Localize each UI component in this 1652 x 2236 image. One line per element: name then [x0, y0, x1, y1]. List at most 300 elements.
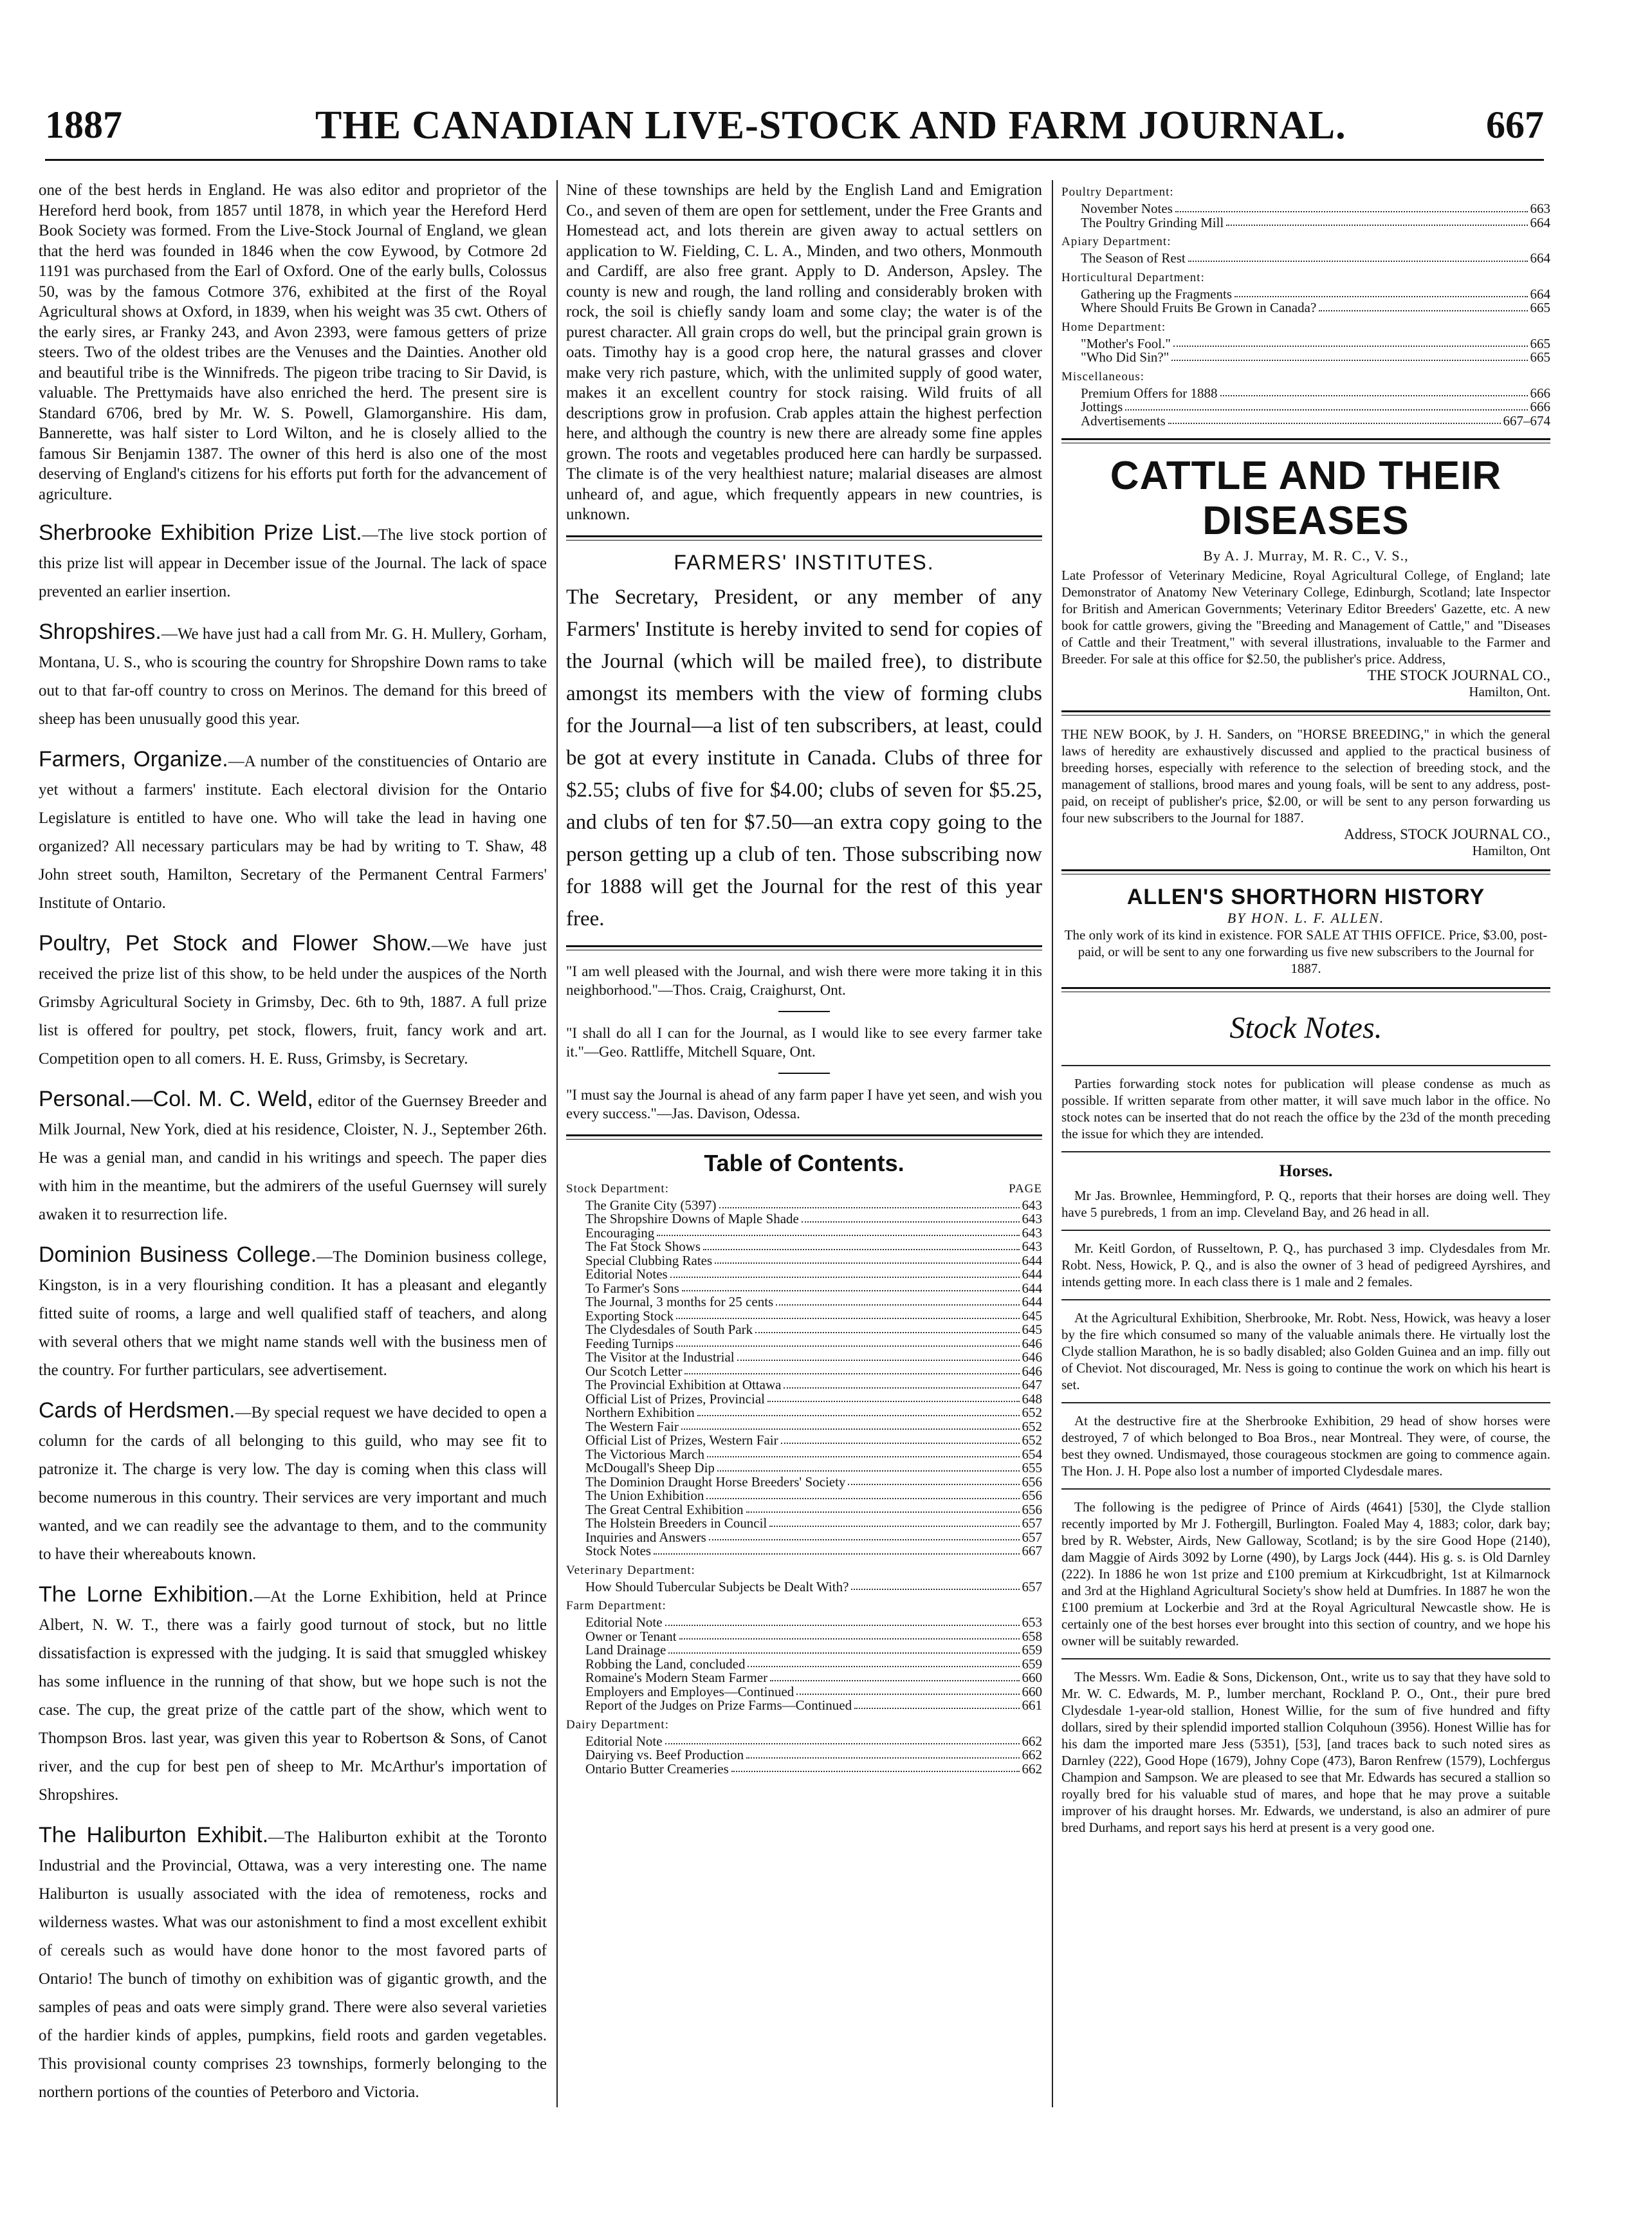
toc-entry-page: 666 [1530, 399, 1550, 414]
toc-section-name: Poultry Department: [1061, 185, 1174, 199]
toc-section-heading [1061, 370, 1550, 384]
toc-entry-page: 665 [1530, 300, 1550, 315]
toc-entry-page: 661 [1022, 1697, 1042, 1713]
toc-section-name: Horticultural Department: [1061, 270, 1205, 284]
horse-breeding-ad [1061, 726, 1550, 859]
toc-row [566, 1420, 1042, 1434]
toc-row [566, 1240, 1042, 1254]
toc-entry-page: 662 [1022, 1733, 1042, 1749]
article [39, 745, 547, 915]
toc-page-label: PAGE [1009, 1181, 1042, 1196]
toc-entry-title: The Visitor at the Industrial [585, 1349, 735, 1365]
haliburton-continued: Nine of these townships are held by the English Land and Emigration Co., and seven of them are open for settlement, under the Free Grants and Homestead act, and lots therein are given away to actual settlers on application to W. Fielding, C. L. A., Minden, and two others, Monmouth and Cardiff, are also free grant. Apply to D. Anderson, Apsley. The county is new and rough, the land rolling and considerably broken with rock, the soil is chiefly sandy loam and some clay; the water is of the purest character. All grain crops do well, but the principal grain grown is oats. Timothy hay is a good crop here, the natural grasses and clover make very rich pasture, which, with the unlimited supply of good water, makes it an excellent country for stock raising. Wild fruits of all descriptions grow in profusion. Crab apples attain the highest perfection here, and although the country is new there are already some fine apples grown. The roots and vegetables produced here can hardly be surpassed. The climate is of the very healthiest nature; malarial diseases are almost unheard of, and ague, which frequently appears in new countries, is unknown. [566, 181, 1042, 523]
toc-entry-title: Owner or Tenant [585, 1628, 677, 1644]
toc-section-name: Veterinary Department: [566, 1563, 695, 1577]
toc-section-heading [1061, 271, 1550, 285]
toc-row [1061, 288, 1550, 302]
toc-entry-page: 666 [1530, 385, 1550, 401]
toc-leader [703, 1240, 1019, 1250]
section-rule [566, 1134, 1042, 1140]
toc-leader [851, 1580, 1019, 1591]
toc-leader [748, 1658, 1019, 1668]
article-heading: The Lorne Exhibition. [39, 1582, 254, 1607]
toc-row [1061, 400, 1550, 414]
toc-row [566, 1268, 1042, 1282]
toc-leader [737, 1351, 1020, 1361]
toc-entry-page: 657 [1022, 1515, 1042, 1531]
article [39, 1821, 547, 2104]
toc-row [566, 1735, 1042, 1749]
toc-row [566, 1309, 1042, 1324]
toc-entry-page: 659 [1022, 1656, 1042, 1672]
article-body: —At the Lorne Exhibition, held at Prince Albert, N. W. T., there was a fairly good turnout of stock, but no little dissatisfaction is expressed with the judging. It is said that smuggled whiskey has some influence in the running of that show, but we hope such is not the case. The cup, the great prize of the cattle part of the show, which went to Thompson Bros. last year, was given this year to Robertson & Sons, of Canot river, and the cup for best pen of sheep to Mr. McArthur's importation of Shropshires. [39, 1588, 547, 1804]
toc-entry-title: Stock Notes [585, 1543, 652, 1558]
toc-row [566, 1643, 1042, 1658]
toc-leader [1175, 202, 1528, 212]
divider [778, 1011, 830, 1012]
toc-row [566, 1748, 1042, 1762]
toc-leader [769, 1517, 1019, 1527]
toc-entry-page: 664 [1530, 250, 1550, 266]
toc-entry-title: Jottings [1081, 399, 1123, 414]
toc-section-name: Home Department: [1061, 320, 1166, 334]
toc-entry-title: Official List of Prizes, Provincial [585, 1391, 765, 1407]
toc-entry-title: Where Should Fruits Be Grown in Canada? [1081, 300, 1317, 315]
toc-entry-page: 653 [1022, 1614, 1042, 1630]
toc-row [566, 1699, 1042, 1713]
toc-leader [665, 1735, 1020, 1745]
toc-entry-title: The Granite City (5397) [585, 1197, 717, 1213]
toc-entry-title: The Victorious March [585, 1446, 704, 1462]
toc-leader [681, 1420, 1020, 1430]
horse-breeding-city: Hamilton, Ont [1472, 843, 1550, 858]
toc-entry-page: 664 [1530, 286, 1550, 302]
toc-entry-page: 643 [1022, 1239, 1042, 1254]
article-paragraph [39, 1396, 547, 1566]
cattle-diseases-city: Hamilton, Ont. [1469, 684, 1550, 699]
article-body: —We have just had a call from Mr. G. H. Mullery, Gorham, Montana, U. S., who is scouring the country for Shropshire Down rams to take out to that far-off country to cross on Merinos. The demand for this breed of sheep has been unusually good this year. [39, 625, 547, 728]
toc-entry-title: The Clydesdales of South Park [585, 1322, 753, 1337]
toc-entry-title: Dairying vs. Beef Production [585, 1747, 744, 1762]
article-heading: Personal.—Col. M. C. Weld, [39, 1087, 313, 1111]
toc-row [566, 1580, 1042, 1594]
farmers-institutes-title: FARMERS' INSTITUTES. [674, 550, 935, 574]
testimonial-quote: "I am well pleased with the Journal, and wish there were more taking it in this neighborhood."—Thos. Craig, Craighurst, Ont. [566, 963, 1042, 998]
toc-leader [1173, 337, 1528, 347]
toc-entry-page: 652 [1022, 1405, 1042, 1420]
toc-leader [684, 1365, 1019, 1375]
allen-history-title: ALLEN'S SHORTHORN HISTORY [1126, 885, 1485, 909]
column-divider [1052, 180, 1053, 2107]
toc-row [566, 1685, 1042, 1699]
toc-entry-title: Exporting Stock [585, 1307, 674, 1324]
toc-leader [731, 1762, 1020, 1773]
toc-row [566, 1461, 1042, 1475]
toc-entry-page: 643 [1022, 1211, 1042, 1226]
stock-note: At the Agricultural Exhibition, Sherbrooke, Mr. Robt. Ness, Howick, was heavy a loser by the fire which consumed so many of the valuable animals there. He virtually lost the Clyde stallion Marathon, he is so badly disabled; also Golden Guinea and an imp. filly out of Cheviot. Not discouraged, Mr. Ness is going to continue the work on which his heart is set. [1061, 1310, 1550, 1392]
toc-entry-page: 645 [1022, 1322, 1042, 1337]
toc-entry-page: 659 [1022, 1642, 1042, 1658]
article [39, 1580, 547, 1807]
toc-entry-title: Robbing the Land, concluded [585, 1656, 746, 1672]
toc-leader [676, 1309, 1019, 1320]
divider [778, 1073, 830, 1074]
divider [1061, 1658, 1550, 1659]
article [39, 929, 547, 1071]
toc-entry-page: 644 [1022, 1266, 1042, 1282]
allen-history-text: The only work of its kind in existence. FOR SALE AT THIS OFFICE. Price, $3.00, post-paid, or will be sent to any one forwarding us five new subscribers to the Journal for 1887. [1064, 927, 1548, 976]
toc-entry-title: Northern Exhibition [585, 1405, 695, 1420]
toc-leader [796, 1685, 1019, 1695]
toc-entry-page: 652 [1022, 1418, 1042, 1434]
toc-section-heading [1061, 185, 1550, 199]
cattle-diseases-publisher: THE STOCK JOURNAL CO., [1367, 667, 1550, 683]
toc-entry-title: The Season of Rest [1081, 250, 1186, 266]
toc-entry-title: Gathering up the Fragments [1081, 286, 1233, 302]
article-paragraph [39, 519, 547, 604]
toc-entry-page: 644 [1022, 1294, 1042, 1309]
toc-row [566, 1365, 1042, 1379]
toc-row [1061, 216, 1550, 230]
divider [1061, 1230, 1550, 1231]
article-paragraph [39, 1241, 547, 1382]
toc-leader [715, 1254, 1019, 1264]
toc-entry-page: 643 [1022, 1197, 1042, 1213]
table-of-contents-continued [1061, 185, 1550, 428]
article-body: —A number of the constituencies of Ontario are yet without a farmers' institute. Each electoral division for the Ontario Legislature is entitled to have one. Who will take the lead in having one organized? All necessary particulars may be had by writing to T. Shaw, 48 John street south, Hamilton, Secretary of the Permanent Central Farmers' Institute of Ontario. [39, 753, 547, 912]
section-rule [566, 535, 1042, 541]
toc-row [1061, 414, 1550, 429]
toc-row [566, 1434, 1042, 1448]
toc-row [566, 1212, 1042, 1226]
toc-entry-title: Inquiries and Answers [585, 1529, 706, 1545]
divider [1061, 1299, 1550, 1300]
toc-leader [1226, 216, 1527, 226]
toc-entry-page: 654 [1022, 1446, 1042, 1462]
article-body: one of the best herds in England. He was also editor and proprietor of the Hereford herd book, from 1857 until 1878, in which year the Hereford Herd Book Society was formed. From the Live-Stock Journal of England, we glean that the herd was founded in 1846 when the cow Eywood, by Cotmore 2d 1191 was purchased from the Earl of Oxford. One of the early bulls, Colossus 50, was by the famous Cotmore 376, exhibited at the first of the Royal Agricultural shows at Oxford, in 1839, when his weight was 35 cwt. Others of the early sires, ar Franky 243, and Avon 2393, were famous getters of prize steers. Two of the oldest tribes are the Venuses and the Dainties. Another old and beautiful tribe is the Winnifreds. The pigeon tribe tracing to Sir David, is valuable. The Prettymaids have also enriched the herd. The present sire is Standard 6706, bred by Mr. W. S. Powell, Glamorganshire. His dam, Bannerette, was half sister to Lord Wilton, and he is closely allied to the famous Sir Benjamin 1387. The owner of this herd is also one of the most deserving of England's citizens for his efforts put forth for the advancement of agriculture. [39, 181, 547, 503]
toc-row [566, 1378, 1042, 1392]
toc-entry-title: The Western Fair [585, 1418, 679, 1434]
toc-row [566, 1254, 1042, 1268]
toc-leader [679, 1630, 1020, 1640]
divider [1061, 1065, 1550, 1066]
cattle-diseases-ad [1061, 454, 1550, 700]
toc-entry-page: 665 [1530, 335, 1550, 351]
divider [1061, 1402, 1550, 1403]
section-rule [1061, 438, 1550, 443]
toc-section-name: Dairy Department: [566, 1717, 669, 1732]
toc-row [566, 1199, 1042, 1213]
toc-entry-title: Romaine's Modern Steam Farmer [585, 1670, 768, 1685]
column-left [39, 180, 547, 2107]
article-paragraph [39, 1085, 547, 1226]
toc-entry-title: The Great Central Exhibition [585, 1501, 744, 1517]
toc-entry-page: 644 [1022, 1280, 1042, 1296]
column-divider [556, 180, 558, 2107]
horse-breeding-text: THE NEW BOOK, by J. H. Sanders, on "HORSE BREEDING," in which the general laws of heredity are exhaustively discussed and applied to the practical business of breeding horses, especially with reference to the selection of breeding stock, and the management of stallions, brood mares and young foals, will be sent to any address, post-paid, on receipt of publisher's price, $2.00, or will be sent to any person forwarding us four new subscribers to the Journal for 1887. [1061, 726, 1550, 826]
testimonial-quote: "I must say the Journal is ahead of any farm paper I have yet seen, and wish you every success."—Jas. Davison, Odessa. [566, 1086, 1042, 1122]
section-rule [566, 945, 1042, 950]
toc-entry-page: 643 [1022, 1224, 1042, 1241]
toc-entry-title: Editorial Note [585, 1733, 663, 1749]
toc-row [566, 1517, 1042, 1531]
farmers-institutes-body: The Secretary, President, or any member of any Farmers' Institute is hereby invited to send for copies of the Journal (which will be mailed free), to distribute amongst its members with the view of forming clubs for the Journal—a list of ten subscribers, at least, could be got at every institute in Canada. Clubs of three for $2.55; clubs of five for $4.00; clubs of seven for $5.25, and clubs of ten for $7.50—an extra copy going to the person getting up a club of ten. Those subscribing now for 1888 will get the Journal for the rest of this year free. [566, 585, 1042, 930]
toc-entry-title: Editorial Note [585, 1614, 663, 1630]
toc-leader [1234, 288, 1527, 298]
toc-leader [770, 1671, 1019, 1681]
toc-row [566, 1351, 1042, 1365]
toc-entry-page: 667–674 [1503, 412, 1550, 429]
toc-section-name: Miscellaneous: [1061, 369, 1145, 383]
toc-row [566, 1762, 1042, 1777]
toc-row [566, 1616, 1042, 1630]
toc-leader [755, 1323, 1019, 1333]
toc-row [566, 1475, 1042, 1490]
cattle-diseases-title: CATTLE AND THEIR DISEASES [1110, 454, 1502, 543]
article-heading: Poultry, Pet Stock and Flower Show. [39, 931, 432, 956]
toc-entry-title: Our Scotch Letter [585, 1363, 683, 1379]
toc-row [566, 1544, 1042, 1558]
article-paragraph [39, 1821, 547, 2104]
toc-entry-page: 656 [1022, 1474, 1042, 1490]
toc-entry-title: How Should Tubercular Subjects be Dealt With? [585, 1578, 849, 1594]
article-body: —The Dominion business college, Kingston, is in a very flourishing condition. It has a pleasant and elegantly fitted suite of rooms, a large and well qualified staff of teachers, and along with several others that we might name stands well with the business men of the country. For further particulars, see advertisement. [39, 1248, 547, 1379]
article-heading: Farmers, Organize. [39, 747, 228, 772]
toc-entry-page: 657 [1022, 1578, 1042, 1594]
toc-leader [676, 1337, 1019, 1347]
column-right [1061, 180, 1550, 2107]
toc-title: Table of Contents. [704, 1149, 904, 1176]
toc-entry-title: Encouraging [585, 1224, 655, 1241]
toc-entry-title: Land Drainage [585, 1642, 666, 1658]
toc-entry-page: 646 [1022, 1363, 1042, 1379]
toc-entry-title: Premium Offers for 1888 [1081, 385, 1218, 401]
stock-note: At the destructive fire at the Sherbrooke Exhibition, 29 head of show horses were destroyed, 7 of which belonged to Boa Bros., near Montreal. They were, of course, the best they owned. Undismayed, those courageous stockmen are going to commence again. The Hon. J. H. Pope also lost a number of imported Clydesdale mares. [1061, 1413, 1550, 1479]
toc-leader [657, 1226, 1019, 1237]
article-body: —We have just received the prize list of this show, to be held under the auspices of the North Grimsby Agricultural Society in Grimsby, Dec. 6th to 9th, 1887. A full prize list is offered for poultry, pet stock, flowers, fruit, fancy work and art. Competition open to all comers. H. E. Russ, Grimsby, is Secretary. [39, 937, 547, 1067]
article-paragraph [39, 1580, 547, 1807]
article-body: —The live stock portion of this prize list will appear in December issue of the Journal. The lack of space prevented an earlier insertion. [39, 526, 547, 600]
column-middle [566, 180, 1042, 2107]
toc-section-name: Stock Department: [566, 1181, 669, 1196]
toc-row [566, 1282, 1042, 1296]
toc-entry-title: The Union Exhibition [585, 1488, 704, 1503]
toc-entry-page: 664 [1530, 214, 1550, 230]
article-paragraph [39, 745, 547, 915]
toc-row [1061, 202, 1550, 216]
article [39, 519, 547, 604]
toc-leader [668, 1643, 1019, 1654]
article-heading: Cards of Herdsmen. [39, 1398, 235, 1423]
toc-leader [697, 1406, 1020, 1416]
toc-entry-title: The Poultry Grinding Mill [1081, 214, 1224, 230]
toc-section-heading [566, 1564, 1042, 1578]
toc-entry-page: 655 [1022, 1460, 1042, 1475]
toc-leader [1125, 400, 1527, 411]
testimonial-quote: "I shall do all I can for the Journal, as I would like to see every farmer take it."—Geo. Rattliffe, Mitchell Square, Ont. [566, 1024, 1042, 1060]
toc-leader [848, 1475, 1019, 1486]
cattle-diseases-byline: By A. J. Murray, M. R. C., V. S., [1203, 548, 1409, 564]
toc-row [566, 1226, 1042, 1241]
toc-row [566, 1448, 1042, 1462]
toc-entry-page: 646 [1022, 1335, 1042, 1351]
toc-row [566, 1489, 1042, 1503]
article-heading: Sherbrooke Exhibition Prize List. [39, 521, 362, 545]
toc-entry-page: 665 [1530, 349, 1550, 365]
toc-entry-page: 652 [1022, 1432, 1042, 1448]
toc-entry-title: To Farmer's Sons [585, 1280, 679, 1296]
toc-row [1061, 252, 1550, 266]
toc-entry-page: 647 [1022, 1377, 1042, 1392]
toc-row [566, 1337, 1042, 1351]
toc-entry-page: 663 [1530, 201, 1550, 216]
toc-section-heading [566, 1599, 1042, 1613]
article-heading: Shropshires. [39, 620, 161, 644]
toc-leader [719, 1199, 1020, 1209]
toc-entry-page: 658 [1022, 1628, 1042, 1644]
toc-row [566, 1295, 1042, 1309]
toc-entry-title: Official List of Prizes, Western Fair [585, 1432, 778, 1448]
toc-entry-page: 660 [1022, 1670, 1042, 1685]
toc-leader [1188, 252, 1528, 262]
toc-entry-title: Report of the Judges on Prize Farms—Continued [585, 1697, 852, 1713]
toc-entry-title: Feeding Turnips [585, 1335, 674, 1351]
toc-entry-page: 662 [1022, 1760, 1042, 1777]
toc-section-name: Farm Department: [566, 1599, 666, 1612]
toc-leader [670, 1268, 1020, 1278]
article-list [39, 519, 547, 2104]
header-title: THE CANADIAN LIVE-STOCK AND FARM JOURNAL. [315, 104, 1346, 147]
toc-row [566, 1671, 1042, 1685]
horse-breeding-address: Address, STOCK JOURNAL CO., [1344, 826, 1550, 842]
toc-leader [802, 1212, 1020, 1223]
toc-leader [776, 1295, 1019, 1306]
toc-leader [1171, 351, 1527, 361]
toc-entry-page: 645 [1022, 1307, 1042, 1324]
toc-leader [707, 1448, 1020, 1458]
toc-row [1061, 337, 1550, 351]
toc-section-heading [566, 1718, 1042, 1732]
article-heading: The Haliburton Exhibit. [39, 1823, 269, 1847]
article-heading: Dominion Business College. [39, 1243, 317, 1267]
toc-leader [654, 1544, 1019, 1555]
toc-row [566, 1658, 1042, 1672]
article [39, 1241, 547, 1382]
toc-row [1061, 351, 1550, 365]
article-body: —By special request we have decided to open a column for the cards of all belonging to this guild, who may see fit to patronize it. The charge is very low. The day is coming when this class will become numerous in this country. Their services are very important and much wanted, and we can readily see the advantage to them, and to the community to have their whereabouts known. [39, 1404, 547, 1563]
toc-entry-page: 660 [1022, 1683, 1042, 1699]
article-body: —The Haliburton exhibit at the Toronto Industrial and the Provincial, Ottawa, was a very interesting one. The name Haliburton is usually associated with the idea of remoteness, rocks and wilderness wastes. What was our astonishment to find a most excellent exhibit of cereals such as would have done honor to the most favored parts of Ontario! The bunch of timothy on exhibition was of gigantic growth, and the samples of peas and oats were simply grand. There were also several varieties of the hardier kinds of apples, pumpkins, field roots and garden vegetables. This provisional county comprises 23 townships, formerly belonging to the northern portions of the counties of Peterboro and Victoria. [39, 1829, 547, 2101]
toc-entry-title: The Fat Stock Shows [585, 1239, 701, 1254]
toc-leader [854, 1699, 1019, 1709]
toc-section-name: Apiary Department: [1061, 235, 1171, 248]
section-rule [1061, 869, 1550, 874]
toc-section-heading [1061, 320, 1550, 335]
divider [1061, 1151, 1550, 1152]
toc-entry-page: 644 [1022, 1252, 1042, 1268]
toc-entry-title: Ontario Butter Creameries [585, 1760, 729, 1777]
stock-notes-intro: Parties forwarding stock notes for publication will please condense as much as possible. If written separate from other matter, it will save much labor in the office. No stock notes can be inserted that do not reach the office by the 23d of the month preceding the issue for which they are intended. [1061, 1076, 1550, 1141]
article-body: editor of the Guernsey Breeder and Milk Journal, New York, died at his residence, Cloister, N. J., September 26th. He was a genial man, and candid in his writings and speech. The paper dies with him in the meantime, but the admirers of the useful Guernsey will surely awaken it to resurrection life. [39, 1093, 547, 1223]
article-paragraph [39, 929, 547, 1071]
toc-row [566, 1406, 1042, 1420]
toc-row [566, 1503, 1042, 1517]
toc-entry-title: The Shropshire Downs of Maple Shade [585, 1211, 799, 1226]
horses-heading: Horses. [1279, 1161, 1333, 1180]
toc-leader [767, 1392, 1020, 1403]
stock-note: The Messrs. Wm. Eadie & Sons, Dickenson, Ont., write us to say that they have sold to Mr. W. C. Edwards, M. P., lumber merchant, Rockland P. O., Ont., their pure bred Clydesdale 1-year-old stallion, Honest Willie, for the sum of five hundred and fifty dollars, sired by their splendid imported stallion Colquhoun (3956). Honest Willie has for his dam the imported mare Jess (5351), [53], [and traces back to such noted sires as Darnley (222), Good Hope (1679), Johny Cope (473), Baron Renfrew (1579), Lochfergus Champion and Sampson. We are pleased to see that Mr. Edwards has secured a stallion so royally bred for his valuable stud of mares, and hope that he may prove a suitable improver of his draught horses. Mr. Edwards, we understand, is also an admirer of pure bred Durhams, and report says his herd at present is a very good one. [1061, 1669, 1550, 1835]
toc-row [566, 1630, 1042, 1644]
toc-leader [1319, 301, 1527, 311]
divider [1061, 1488, 1550, 1490]
toc-entry-page: 656 [1022, 1501, 1042, 1517]
header-page-number: 667 [1486, 104, 1544, 146]
article-hereford [39, 180, 547, 504]
toc-entry-page: 656 [1022, 1488, 1042, 1503]
toc-leader [682, 1282, 1020, 1292]
stock-note: Mr Jas. Brownlee, Hemmingford, P. Q., reports that their horses are doing well. They have 5 purebreds, 1 from an imp. Cleveland Bay, and 26 head in all. [1061, 1188, 1550, 1220]
stock-notes-title: Stock Notes. [1229, 1011, 1382, 1045]
page-header [45, 97, 1544, 161]
article [39, 1085, 547, 1226]
toc-entry-page: 657 [1022, 1529, 1042, 1545]
toc-section-heading [1061, 235, 1550, 249]
toc-entry-title: The Dominion Draught Horse Breeders' Society [585, 1474, 846, 1490]
header-year: 1887 [45, 104, 122, 146]
toc-leader [665, 1616, 1020, 1626]
toc-entry-title: "Mother's Fool." [1081, 335, 1171, 351]
toc-entry-page: 667 [1022, 1543, 1042, 1558]
table-of-contents [566, 1182, 1042, 1777]
toc-leader [746, 1748, 1019, 1759]
toc-leader [1168, 414, 1501, 425]
toc-leader [717, 1461, 1020, 1472]
toc-row [566, 1531, 1042, 1545]
toc-row [566, 1323, 1042, 1337]
toc-entry-title: Editorial Notes [585, 1266, 668, 1282]
toc-entry-title: November Notes [1081, 201, 1173, 216]
article [39, 618, 547, 731]
stock-notes-list [1061, 1187, 1550, 1836]
toc-leader [706, 1489, 1019, 1499]
toc-section-heading [566, 1182, 1042, 1196]
toc-leader [746, 1503, 1020, 1513]
toc-entry-title: Advertisements [1081, 412, 1166, 429]
toc-leader [1220, 387, 1528, 397]
cattle-diseases-text: Late Professor of Veterinary Medicine, Royal Agricultural College, of England; late Demonstrator of Anatomy New Veterinary College, Edinburgh, Scotland; late Inspector for British and American Governments; Veterinary Editor Breeders' Gazette, etc. A new book for cattle growers, giving the "Breeding and Management of Cattle," and "Diseases of Cattle and their Treatment," with several illustrations, invaluable to the Farmer and Breeder. For sale at this office for $2.50, the publisher's price. Address, [1061, 568, 1550, 667]
toc-leader [784, 1378, 1019, 1389]
toc-row [1061, 301, 1550, 315]
toc-entry-page: 646 [1022, 1349, 1042, 1365]
allen-history-ad [1061, 885, 1550, 977]
section-rule [1061, 710, 1550, 716]
toc-row [1061, 387, 1550, 401]
toc-entry-title: Special Clubbing Rates [585, 1252, 713, 1268]
toc-entry-title: McDougall's Sheep Dip [585, 1460, 715, 1475]
toc-entry-title: "Who Did Sin?" [1081, 349, 1170, 365]
toc-leader [781, 1434, 1020, 1444]
toc-entry-title: Employers and Employes—Continued [585, 1683, 794, 1699]
toc-entry-page: 648 [1022, 1391, 1042, 1407]
toc-entry-page: 662 [1022, 1747, 1042, 1762]
allen-history-author: BY HON. L. F. ALLEN. [1227, 910, 1385, 926]
stock-note: The following is the pedigree of Prince of Airds (4641) [530], the Clyde stallion recently imported by Mr J. Fothergill, Burlington. Foaled May 4, 1883; color, dark bay; bred by R. Webster, Airds, New Galloway, Scotland; is by the sire Good Hope (2140), dam Maggie of Airds 3092 by Lorne (490), by Largs Jock (444). His g. s. is Old Darnley (222). In 1886 he won 1st prize and £100 premium at Kirkcudbright, 1st at Kilmarnock and 3rd at the Highland Agricultural Society's show held at Dumfries. In 1887 he won the £100 premium at Lockerbie and 3rd at the Royal Agricultural Newcastle show. He is certainly one of the best horses ever brought into this section of country, and we hope his owner will be suitably rewarded. [1061, 1499, 1550, 1649]
toc-entry-title: The Holstein Breeders in Council [585, 1515, 767, 1531]
stock-note: Mr. Keitl Gordon, of Russeltown, P. Q., has purchased 3 imp. Clydesdales from Mr. Robt. Ness, Howick, P. Q., and is also the owner of 3 head of pedigreed Ayrshires, and intends getting more. In each class there is 1 male and 2 females. [1061, 1241, 1550, 1289]
article-paragraph [39, 618, 547, 731]
article [39, 1396, 547, 1566]
toc-entry-title: The Provincial Exhibition at Ottawa [585, 1377, 782, 1392]
